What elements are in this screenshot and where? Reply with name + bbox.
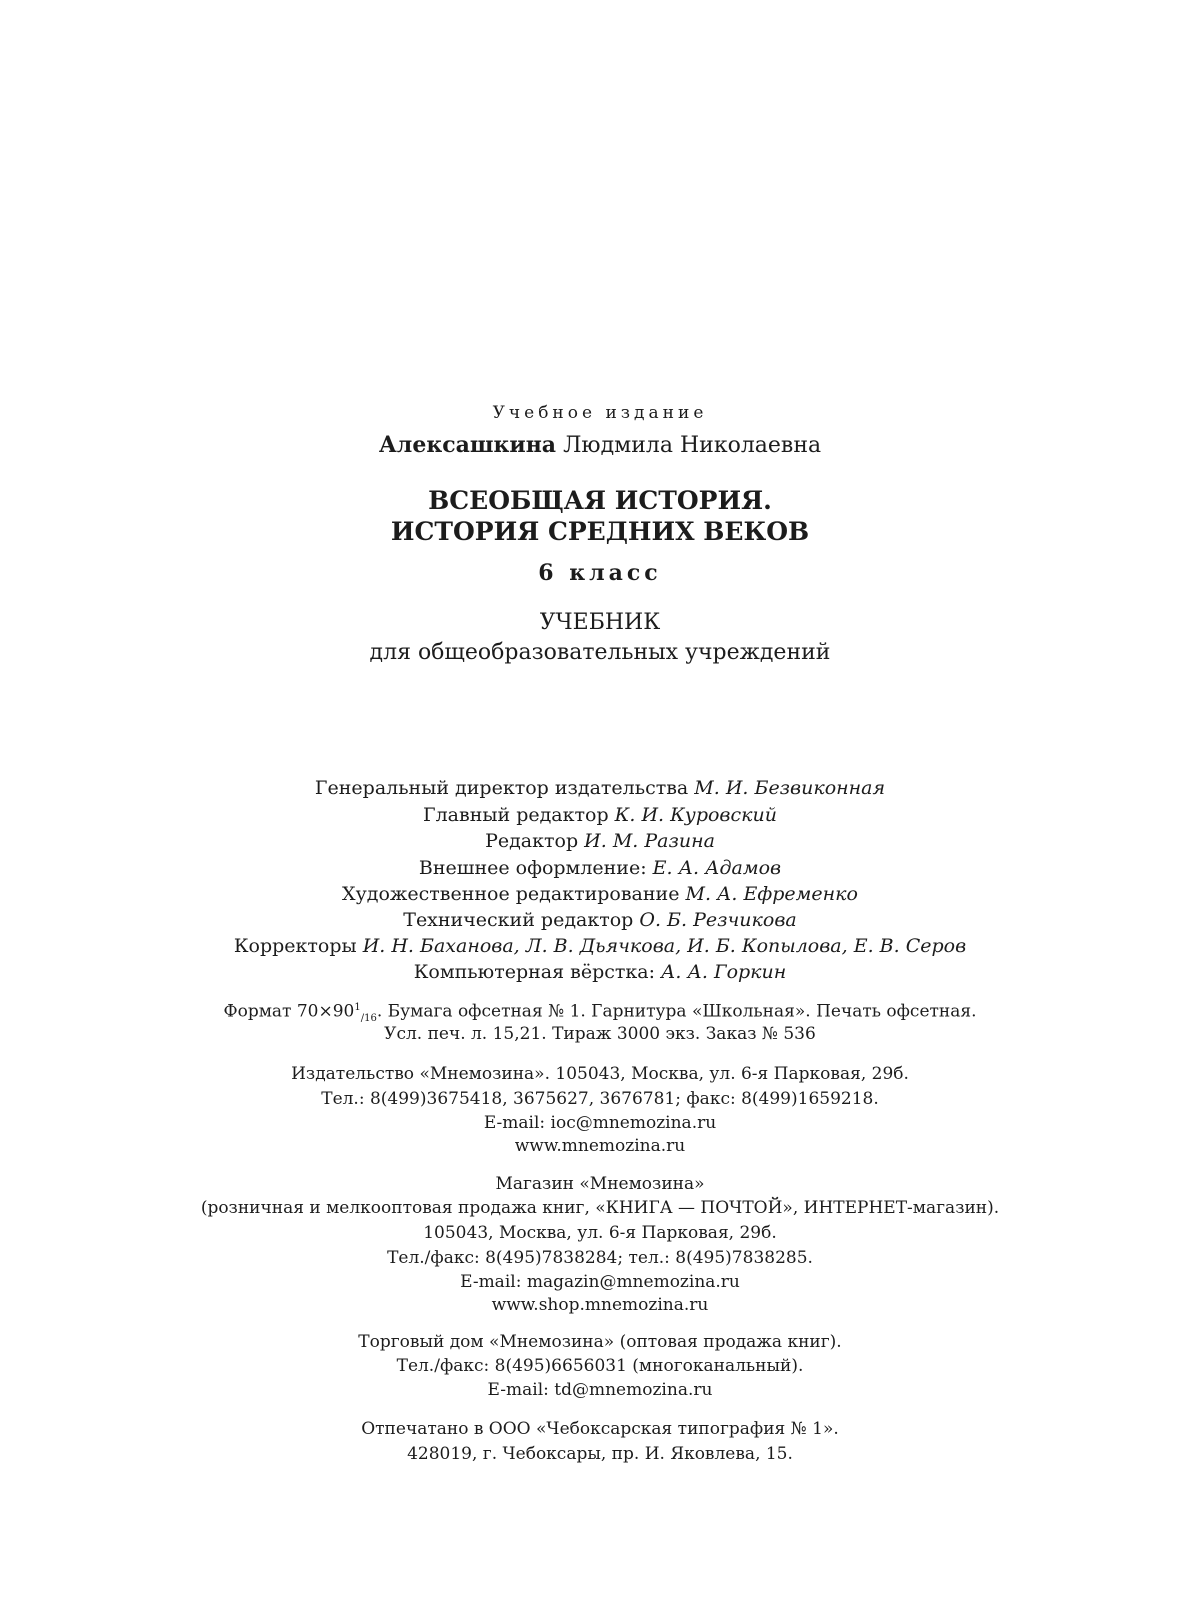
format-size: Формат 70×90 xyxy=(223,1001,355,1022)
author-given-name: Людмила Николаевна xyxy=(563,433,822,458)
credit-role: Компьютерная вёрстка: xyxy=(413,961,655,983)
publisher-phones: Тел.: 8(499)3675418, 3675627, 3676781; факс: 8(499)1659218. xyxy=(321,1089,879,1109)
shop-name: Магазин «Мнемозина» xyxy=(495,1174,705,1194)
format-line xyxy=(0,1003,1200,1024)
shop-address: 105043, Москва, ул. 6-я Парковая, 29б. xyxy=(423,1223,777,1243)
credit-names: И. Н. Баханова, Л. В. Дьячкова, И. Б. Копылова, Е. В. Серов xyxy=(362,935,967,957)
credit-names: Е. А. Адамов xyxy=(652,857,782,879)
shop-email: E-mail: magazin@mnemozina.ru xyxy=(460,1272,740,1292)
print-run-line: Усл. печ. л. 15,21. Тираж 3000 экз. Заказ № 536 xyxy=(384,1024,816,1044)
audience: для общеобразовательных учреждений xyxy=(369,640,831,665)
credit-names: А. А. Горкин xyxy=(661,961,787,983)
credit-role: Редактор xyxy=(485,830,579,852)
edition-type: Учебное издание xyxy=(492,403,708,423)
format-fraction-denominator: /16 xyxy=(360,1013,377,1025)
printer-address: 428019, г. Чебоксары, пр. И. Яковлева, 15. xyxy=(407,1444,793,1464)
author-surname: Алексашкина xyxy=(378,432,557,458)
credit-role: Корректоры xyxy=(233,935,357,957)
publisher-address: Издательство «Мнемозина». 105043, Москва, ул. 6-я Парковая, 29б. xyxy=(291,1064,909,1084)
credit-line xyxy=(0,911,1200,930)
format-fraction-numerator: 1 xyxy=(354,1002,361,1013)
credit-names: М. И. Безвиконная xyxy=(694,777,886,799)
credit-line xyxy=(0,859,1200,878)
author-name xyxy=(0,434,1200,457)
credit-line xyxy=(0,806,1200,825)
credit-line xyxy=(0,963,1200,982)
trade-house-phones: Тел./факс: 8(495)6656031 (многоканальный). xyxy=(396,1356,804,1376)
publisher-website: www.mnemozina.ru xyxy=(514,1136,686,1156)
grade-label: 6 класс xyxy=(538,560,662,586)
book-title-line-2: ИСТОРИЯ СРЕДНИХ ВЕКОВ xyxy=(390,517,810,546)
trade-house-email: E-mail: td@mnemozina.ru xyxy=(487,1380,713,1400)
trade-house-name: Торговый дом «Мнемозина» (оптовая продажа книг). xyxy=(358,1332,842,1352)
credit-role: Генеральный директор издательства xyxy=(314,777,689,799)
credit-role: Главный редактор xyxy=(423,804,609,826)
book-kind: УЧЕБНИК xyxy=(539,610,661,635)
credit-names: И. М. Разина xyxy=(584,830,715,852)
credit-names: К. И. Куровский xyxy=(614,804,777,826)
credit-line xyxy=(0,832,1200,851)
shop-website: www.shop.mnemozina.ru xyxy=(491,1295,709,1315)
publisher-email: E-mail: ioc@mnemozina.ru xyxy=(483,1113,717,1133)
credit-role: Технический редактор xyxy=(403,909,634,931)
credit-role: Художественное редактирование xyxy=(342,883,680,905)
printer-name: Отпечатано в ООО «Чебоксарская типография № 1». xyxy=(361,1419,839,1439)
credit-line xyxy=(0,779,1200,798)
credit-line xyxy=(0,885,1200,904)
credit-names: М. А. Ефременко xyxy=(685,883,858,905)
credit-line xyxy=(0,937,1200,956)
shop-description: (розничная и мелкооптовая продажа книг, «КНИГА — ПОЧТОЙ», ИНТЕРНЕТ-магазин). xyxy=(200,1198,1000,1218)
credit-role: Внешнее оформление: xyxy=(418,857,647,879)
shop-phones: Тел./факс: 8(495)7838284; тел.: 8(495)7838285. xyxy=(387,1248,813,1268)
credit-names: О. Б. Резчикова xyxy=(639,909,797,931)
book-title-line-1: ВСЕОБЩАЯ ИСТОРИЯ. xyxy=(428,486,772,515)
format-details: . Бумага офсетная № 1. Гарнитура «Школьная». Печать офсетная. xyxy=(376,1001,977,1022)
